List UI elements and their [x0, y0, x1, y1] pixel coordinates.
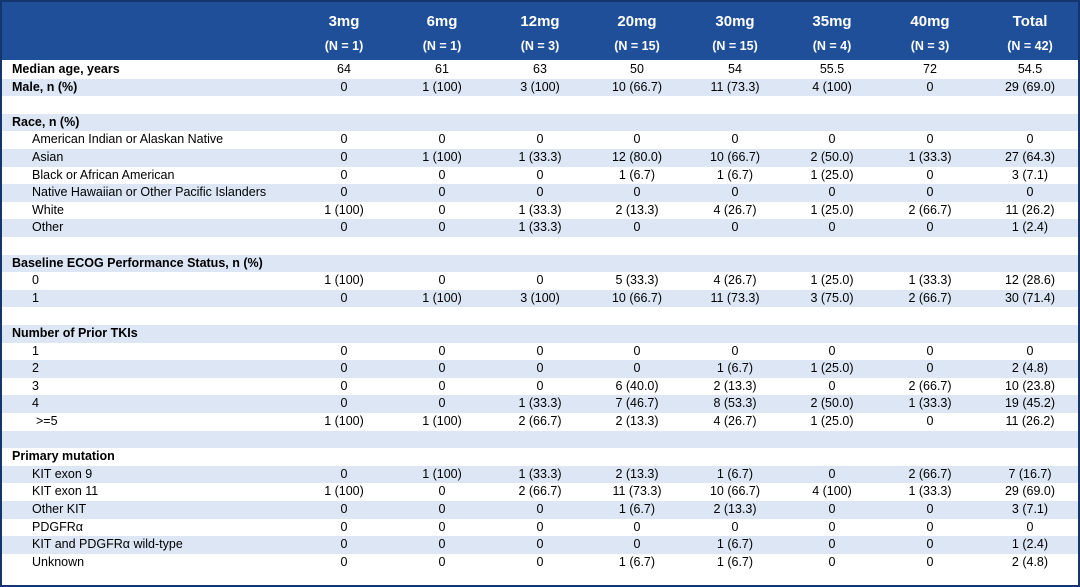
row-label: Race, n (%) — [12, 114, 80, 129]
table-cell: 1 (100) — [422, 150, 462, 164]
table-cell: 0 — [340, 79, 348, 94]
row-label: >=5 — [36, 414, 58, 428]
row-label: Other — [32, 220, 64, 235]
table-cell: 0 — [536, 343, 544, 358]
column-n-label: (N = 3) — [910, 39, 950, 53]
table-cell: 0 — [340, 343, 348, 358]
row-label: KIT exon 11 — [32, 484, 99, 499]
table-row — [2, 219, 1078, 237]
row-label: Baseline ECOG Performance Status, n (%) — [12, 255, 263, 270]
table-cell: 1 (33.3) — [908, 150, 952, 164]
table-cell: 1 (100) — [422, 466, 462, 481]
table-cell: 1 (100) — [422, 414, 462, 428]
table-cell: 0 — [926, 220, 934, 235]
table-cell: 0 — [828, 378, 836, 393]
table-cell: 0 — [536, 273, 544, 288]
table-row — [2, 290, 1078, 308]
column-dose-label: 35mg — [812, 13, 852, 30]
table-cell: 2 (66.7) — [908, 202, 952, 217]
table-cell: 19 (45.2) — [1004, 396, 1056, 411]
table-cell: 3 (7.1) — [1011, 502, 1049, 516]
table-cell: 1 (6.7) — [716, 537, 754, 552]
table-cell: 10 (66.7) — [611, 79, 663, 94]
table-cell: 0 — [340, 519, 348, 534]
table-cell: 0 — [536, 378, 544, 393]
table-cell: 1 (33.3) — [518, 150, 562, 164]
column-n-label: (N = 1) — [422, 39, 462, 53]
table-cell: 4 (26.7) — [713, 273, 757, 288]
table-cell: 0 — [633, 343, 641, 358]
table-cell: 1 (6.7) — [716, 466, 754, 481]
column-dose-label: 3mg — [328, 13, 360, 30]
table-cell: 0 — [1026, 343, 1034, 358]
table-cell: 0 — [926, 79, 934, 94]
table-row — [2, 536, 1078, 554]
column-dose-label: 20mg — [617, 13, 657, 30]
table-cell: 1 (33.3) — [518, 220, 562, 235]
table-cell: 1 (6.7) — [716, 554, 754, 569]
column-dose-label: 30mg — [715, 13, 755, 30]
table-cell: 1 (100) — [422, 290, 462, 305]
table-cell: 0 — [438, 185, 446, 200]
table-cell: 4 (100) — [812, 484, 852, 499]
table-cell: 0 — [438, 484, 446, 499]
table-row — [2, 149, 1078, 167]
table-cell: 0 — [340, 150, 348, 164]
table-cell: 29 (69.0) — [1004, 79, 1056, 94]
table-cell: 0 — [536, 554, 544, 569]
table-row — [2, 378, 1078, 396]
table-cell: 0 — [438, 378, 446, 393]
column-header — [589, 2, 685, 60]
row-label: 1 — [32, 290, 39, 305]
table-cell: 11 (73.3) — [612, 484, 662, 499]
table-cell: 2 (66.7) — [908, 290, 952, 305]
row-label: 2 — [32, 361, 39, 376]
table-cell: 0 — [340, 220, 348, 235]
table-cell: 1 (25.0) — [810, 273, 854, 288]
table-cell: 2 (66.7) — [518, 414, 562, 428]
row-label: Black or African American — [32, 167, 175, 182]
table-row — [2, 202, 1078, 220]
table-cell: 1 (6.7) — [618, 167, 656, 182]
table-cell: 0 — [438, 537, 446, 552]
table-row — [2, 343, 1078, 361]
table-cell: 1 (33.3) — [518, 202, 562, 217]
table-cell: 50 — [630, 62, 644, 76]
table-cell: 2 (13.3) — [713, 378, 757, 393]
table-row — [2, 61, 1078, 79]
table-cell: 54.5 — [1017, 62, 1043, 76]
table-cell: 0 — [340, 132, 348, 147]
column-dose-label: 6mg — [426, 13, 458, 30]
table-cell: 10 (66.7) — [709, 484, 761, 499]
column-header — [882, 2, 978, 60]
row-label: 1 — [32, 343, 39, 358]
row-label: Asian — [32, 150, 64, 164]
row-label: Native Hawaiian or Other Pacific Islanders — [32, 185, 267, 200]
table-cell: 0 — [438, 396, 446, 411]
row-label: Unknown — [32, 554, 85, 569]
table-row — [2, 114, 1078, 132]
table-cell: 0 — [536, 519, 544, 534]
row-label: Male, n (%) — [12, 79, 78, 94]
column-header — [687, 2, 783, 60]
table-cell: 1 (100) — [324, 484, 364, 499]
column-dose-label: Total — [1012, 13, 1048, 30]
table-cell: 0 — [536, 185, 544, 200]
table-cell: 0 — [926, 343, 934, 358]
row-label: 0 — [32, 273, 39, 288]
table-cell: 0 — [536, 167, 544, 182]
table-cell: 1 (6.7) — [716, 361, 754, 376]
spacer-row — [2, 237, 1078, 255]
table-cell: 0 — [926, 554, 934, 569]
row-label: Other KIT — [32, 502, 87, 516]
row-label: KIT exon 9 — [32, 466, 93, 481]
table-cell: 0 — [1026, 519, 1034, 534]
table-cell: 0 — [633, 519, 641, 534]
table-row — [2, 466, 1078, 484]
table-cell: 0 — [633, 537, 641, 552]
spacer-row — [2, 431, 1078, 449]
table-cell: 0 — [1026, 185, 1034, 200]
table-cell: 29 (69.0) — [1004, 484, 1056, 499]
table-row — [2, 272, 1078, 290]
table-cell: 3 (7.1) — [1011, 167, 1049, 182]
row-label: PDGFRα — [32, 519, 83, 534]
table-cell: 1 (100) — [422, 79, 462, 94]
spacer-row — [2, 96, 1078, 114]
table-cell: 7 (46.7) — [615, 396, 659, 411]
table-cell: 3 (100) — [520, 79, 560, 94]
column-n-label: (N = 4) — [812, 39, 852, 53]
table-cell: 1 (100) — [324, 414, 364, 428]
row-label: Primary mutation — [12, 449, 115, 464]
table-cell: 10 (66.7) — [709, 150, 761, 164]
table-cell: 0 — [536, 537, 544, 552]
table-cell: 0 — [633, 220, 641, 235]
table-cell: 3 (75.0) — [810, 290, 854, 305]
column-dose-label: 40mg — [910, 13, 950, 30]
table-cell: 0 — [828, 537, 836, 552]
table-cell: 0 — [438, 502, 446, 516]
table-cell: 0 — [438, 220, 446, 235]
table-cell: 11 (26.2) — [1005, 202, 1055, 217]
table-cell: 0 — [340, 396, 348, 411]
row-label: 3 — [32, 378, 39, 393]
table-cell: 0 — [340, 290, 348, 305]
table-cell: 72 — [923, 62, 937, 76]
table-cell: 0 — [731, 220, 739, 235]
table-cell: 30 (71.4) — [1004, 290, 1056, 305]
table-cell: 8 (53.3) — [713, 396, 757, 411]
table-row — [2, 325, 1078, 343]
row-label: 4 — [32, 396, 39, 411]
table-cell: 0 — [926, 519, 934, 534]
column-header — [492, 2, 588, 60]
table-cell: 0 — [438, 167, 446, 182]
table-cell: 0 — [731, 132, 739, 147]
column-n-label: (N = 15) — [614, 39, 660, 53]
table-cell: 0 — [438, 202, 446, 217]
table-cell: 11 (26.2) — [1005, 414, 1055, 428]
table-cell: 2 (13.3) — [713, 502, 757, 516]
table-cell: 11 (73.3) — [710, 79, 760, 94]
table-cell: 0 — [731, 185, 739, 200]
table-row — [2, 131, 1078, 149]
table-cell: 12 (80.0) — [611, 150, 663, 164]
table-cell: 63 — [533, 62, 547, 76]
column-header — [982, 2, 1078, 60]
table-cell: 0 — [536, 361, 544, 376]
table-cell: 1 (25.0) — [810, 361, 854, 376]
table-row — [2, 501, 1078, 519]
table-cell: 2 (50.0) — [810, 150, 854, 164]
table-cell: 1 (33.3) — [518, 396, 562, 411]
table-cell: 0 — [438, 273, 446, 288]
table-cell: 4 (26.7) — [713, 202, 757, 217]
table-cell: 0 — [828, 466, 836, 481]
table-row — [2, 448, 1078, 466]
column-header — [784, 2, 880, 60]
table-row — [2, 255, 1078, 273]
table-cell: 1 (6.7) — [716, 167, 754, 182]
table-cell: 2 (13.3) — [615, 202, 659, 217]
table-cell: 0 — [731, 519, 739, 534]
table-cell: 7 (16.7) — [1008, 466, 1052, 481]
table-cell: 10 (66.7) — [611, 290, 663, 305]
table-row — [2, 360, 1078, 378]
table-cell: 61 — [435, 62, 449, 76]
row-label: Number of Prior TKIs — [12, 326, 138, 340]
table-cell: 4 (26.7) — [713, 414, 757, 428]
table-row — [2, 483, 1078, 501]
table-cell: 1 (2.4) — [1011, 220, 1049, 235]
table-cell: 0 — [438, 132, 446, 147]
table-row — [2, 167, 1078, 185]
table-cell: 54 — [728, 62, 742, 76]
table-cell: 1 (25.0) — [810, 167, 854, 182]
row-label: White — [32, 202, 64, 217]
table-cell: 1 (100) — [324, 273, 364, 288]
table-cell: 2 (13.3) — [615, 414, 659, 428]
row-label: Median age, years — [12, 62, 120, 76]
table-cell: 4 (100) — [812, 79, 852, 94]
column-n-label: (N = 42) — [1007, 39, 1053, 53]
table-cell: 2 (13.3) — [615, 466, 659, 481]
table-cell: 0 — [926, 502, 934, 516]
table-row — [2, 413, 1078, 431]
table-cell: 2 (66.7) — [908, 466, 952, 481]
table-cell: 0 — [438, 343, 446, 358]
table-cell: 0 — [340, 554, 348, 569]
table-cell: 1 (25.0) — [810, 414, 854, 428]
table-cell: 0 — [926, 414, 934, 428]
table-cell: 3 (100) — [520, 290, 560, 305]
table-cell: 27 (64.3) — [1004, 150, 1056, 164]
table-cell: 0 — [1026, 132, 1034, 147]
table-cell: 64 — [337, 62, 351, 76]
table-cell: 1 (25.0) — [810, 202, 854, 217]
table-cell: 0 — [828, 343, 836, 358]
table-cell: 11 (73.3) — [710, 290, 760, 305]
table-cell: 0 — [828, 554, 836, 569]
column-header — [394, 2, 490, 60]
table-cell: 0 — [633, 361, 641, 376]
table-row — [2, 554, 1078, 572]
table-cell: 0 — [828, 132, 836, 147]
table-cell: 12 (28.6) — [1004, 273, 1056, 288]
table-cell: 0 — [536, 132, 544, 147]
table-cell: 0 — [536, 502, 544, 516]
column-n-label: (N = 1) — [324, 39, 364, 53]
table-cell: 0 — [633, 185, 641, 200]
table-cell: 2 (66.7) — [908, 378, 952, 393]
table-row — [2, 184, 1078, 202]
table-cell: 1 (2.4) — [1011, 537, 1049, 552]
table-cell: 1 (33.3) — [908, 484, 952, 499]
table-cell: 0 — [340, 167, 348, 182]
table-row — [2, 395, 1078, 413]
table-cell: 0 — [340, 185, 348, 200]
table-cell: 5 (33.3) — [615, 273, 659, 288]
table-cell: 0 — [828, 220, 836, 235]
table-row — [2, 79, 1078, 97]
table-cell: 0 — [340, 378, 348, 393]
table-cell: 0 — [633, 132, 641, 147]
column-dose-label: 12mg — [520, 13, 560, 30]
table-cell: 0 — [828, 502, 836, 516]
column-n-label: (N = 3) — [520, 39, 560, 53]
table-cell: 0 — [438, 554, 446, 569]
table-cell: 0 — [340, 502, 348, 516]
table-cell: 2 (66.7) — [518, 484, 562, 499]
table-cell: 0 — [926, 185, 934, 200]
table-cell: 0 — [926, 167, 934, 182]
table-cell: 0 — [926, 361, 934, 376]
table-cell: 0 — [828, 519, 836, 534]
table-cell: 0 — [926, 132, 934, 147]
table-cell: 0 — [340, 361, 348, 376]
table-cell: 1 (100) — [324, 202, 364, 217]
spacer-row — [2, 307, 1078, 325]
table-cell: 0 — [340, 466, 348, 481]
table-cell: 0 — [731, 343, 739, 358]
column-header — [296, 2, 392, 60]
table-cell: 0 — [340, 537, 348, 552]
table-cell: 1 (33.3) — [908, 396, 952, 411]
table-header — [2, 2, 1078, 60]
column-n-label: (N = 15) — [712, 39, 758, 53]
table-cell: 0 — [926, 537, 934, 552]
table-cell: 0 — [438, 361, 446, 376]
table-cell: 1 (6.7) — [618, 554, 656, 569]
table-cell: 1 (33.3) — [518, 466, 562, 481]
table-cell: 2 (50.0) — [810, 396, 854, 411]
table-cell: 0 — [828, 185, 836, 200]
table-cell: 10 (23.8) — [1004, 378, 1056, 393]
row-label: KIT and PDGFRα wild-type — [32, 537, 183, 552]
table-cell: 1 (33.3) — [908, 273, 952, 288]
table-row — [2, 519, 1078, 537]
table-cell: 2 (4.8) — [1011, 554, 1049, 569]
table-cell: 1 (6.7) — [618, 502, 656, 516]
table-cell: 55.5 — [819, 62, 845, 76]
row-label: American Indian or Alaskan Native — [32, 132, 224, 147]
table-cell: 6 (40.0) — [615, 378, 659, 393]
table-cell: 0 — [438, 519, 446, 534]
table-cell: 2 (4.8) — [1011, 361, 1049, 376]
